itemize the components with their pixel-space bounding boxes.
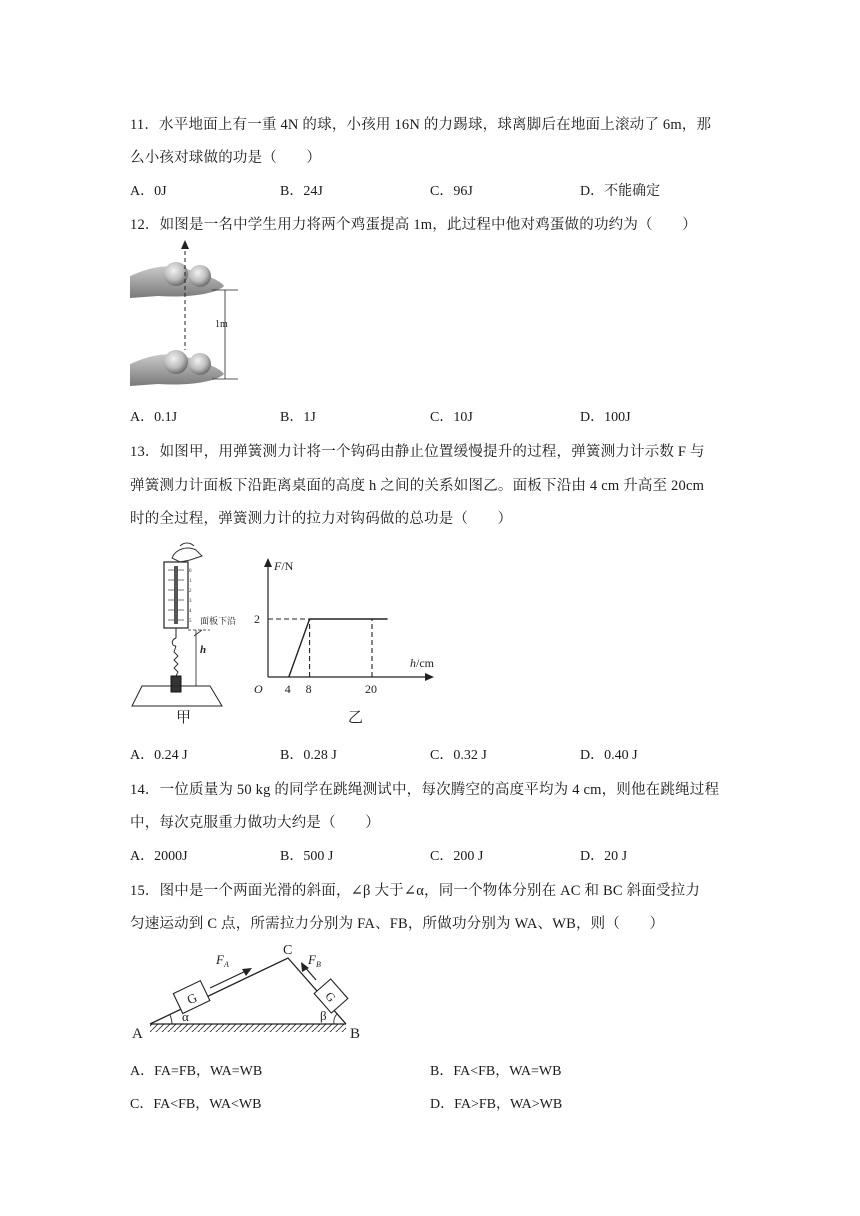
q13-option-c[interactable]: C．0.32 J [430, 748, 487, 763]
figure-yi-caption: 乙 [348, 710, 364, 726]
x-axis-label: h/cm [410, 656, 434, 670]
origin-label: O [254, 682, 263, 696]
beta-label: β [320, 1008, 327, 1023]
q15-line-1: 15．图中是一个两面光滑的斜面，∠β 大于∠α，同一个物体分别在 AC 和 BC 斜面受拉力 [130, 883, 701, 899]
svg-text:FA [215, 952, 229, 969]
q15-line-2: 匀速运动到 C 点，所需拉力分别为 FA、FB，所做功分别为 WA、WB，则（ ） [130, 916, 665, 932]
q12-line-1: 12．如图是一名中学生用力将两个鸡蛋提高 1m，此过程中他对鸡蛋做的功约为（ ） [130, 217, 697, 233]
x-tick-label-4: 4 [284, 682, 291, 696]
q12-option-c[interactable]: C．10J [430, 410, 473, 425]
lower-hand-with-eggs [130, 350, 224, 386]
q15-option-b[interactable]: B．FA<FB，WA=WB [430, 1064, 562, 1079]
scale-number-5: 5 [189, 619, 192, 624]
fa-label: F [216, 952, 224, 967]
q11-line-1: 11．水平地面上有一重 4N 的球，小孩用 16N 的力踢球，球离脚后在地面上滚动了 6m，那 [130, 117, 712, 133]
q12-option-d[interactable]: D．100J [580, 410, 631, 425]
chart-labels [254, 559, 435, 696]
f-h-chart [248, 552, 438, 732]
q15-option-a[interactable]: A．FA=FB，WA=WB [130, 1064, 263, 1079]
vertex-b-label: B [350, 1026, 361, 1042]
vertex-a-label: A [132, 1026, 143, 1042]
q14-option-b[interactable]: B．500 J [280, 849, 334, 864]
fa-label-sub: A [223, 960, 229, 969]
egg-lifting-figure [128, 240, 240, 392]
q14-option-d[interactable]: D．20 J [580, 849, 628, 864]
q11-line-2: 么小孩对球做的功是（ ） [130, 150, 322, 166]
q12-option-b[interactable]: B．1J [280, 410, 316, 425]
height-label-1m: 1m [215, 319, 228, 330]
x-axis-arrow [425, 673, 434, 681]
q15-option-c[interactable]: C．FA<FB，WA<WB [130, 1097, 262, 1112]
x-tick-label-20: 20 [365, 682, 377, 696]
incline-figure [128, 940, 378, 1046]
q13-line-3: 时的全过程，弹簧测力计的拉力对钩码做的总功是（ ） [130, 511, 513, 527]
q14-option-a[interactable]: A．2000J [130, 849, 188, 864]
x-tick-label-8: 8 [305, 682, 312, 696]
q13-line-1: 13．如图甲，用弹簧测力计将一个钩码由静止位置缓慢提升的过程，弹簧测力计示数 F 与 [130, 444, 705, 460]
h-label: h [200, 644, 207, 656]
q13-line-2: 弹簧测力计面板下沿距离桌面的高度 h 之间的关系如图乙。面板下沿由 4 cm 升高至 20cm [130, 478, 705, 494]
q13-option-b[interactable]: B．0.28 J [280, 748, 337, 763]
figure-jia-caption: 甲 [176, 710, 192, 726]
q14-line-2: 中，每次克服重力做功大约是（ ） [130, 815, 380, 831]
q14-line-1: 14．一位质量为 50 kg 的同学在跳绳测试中，每次腾空的高度平均为 4 cm，则他在跳绳过程 [130, 782, 720, 798]
fb-label-sub: B [315, 960, 321, 969]
scale-number-0: 0 [189, 569, 192, 574]
q12-option-a[interactable]: A．0.1J [130, 410, 178, 425]
spring-scale-figure [130, 540, 240, 730]
q15-option-d[interactable]: D．FA>FB，WA>WB [430, 1097, 563, 1112]
chart-guides [268, 619, 372, 677]
q13-option-d[interactable]: D．0.40 J [580, 748, 638, 763]
block-g-right: G [322, 989, 339, 1005]
y-axis-arrow [264, 558, 272, 567]
scale-number-3: 3 [189, 599, 192, 604]
y-tick-label-2: 2 [254, 612, 260, 626]
y-axis-label: F/N [274, 559, 294, 573]
q11-option-c[interactable]: C．96J [430, 184, 473, 199]
chart-series [289, 619, 388, 677]
series-line-0 [289, 619, 388, 677]
upper-hand-with-eggs [130, 262, 224, 298]
q11-option-d[interactable]: D．不能确定 [580, 184, 661, 199]
panel-label: 面板下沿 [200, 616, 237, 626]
alpha-label: α [182, 1009, 189, 1024]
q11-option-b[interactable]: B．24J [280, 184, 323, 199]
scale-number-1: 1 [189, 579, 192, 584]
scale-number-2: 2 [189, 589, 192, 594]
scale-number-4: 4 [189, 609, 192, 614]
block-g-left: G [184, 989, 200, 1008]
q14-option-c[interactable]: C．200 J [430, 849, 484, 864]
q11-option-a[interactable]: A．0J [130, 184, 167, 199]
svg-text:FB [307, 952, 321, 969]
fb-label: F [308, 952, 316, 967]
vertex-c-label: C [283, 943, 293, 958]
q13-option-a[interactable]: A．0.24 J [130, 748, 188, 763]
